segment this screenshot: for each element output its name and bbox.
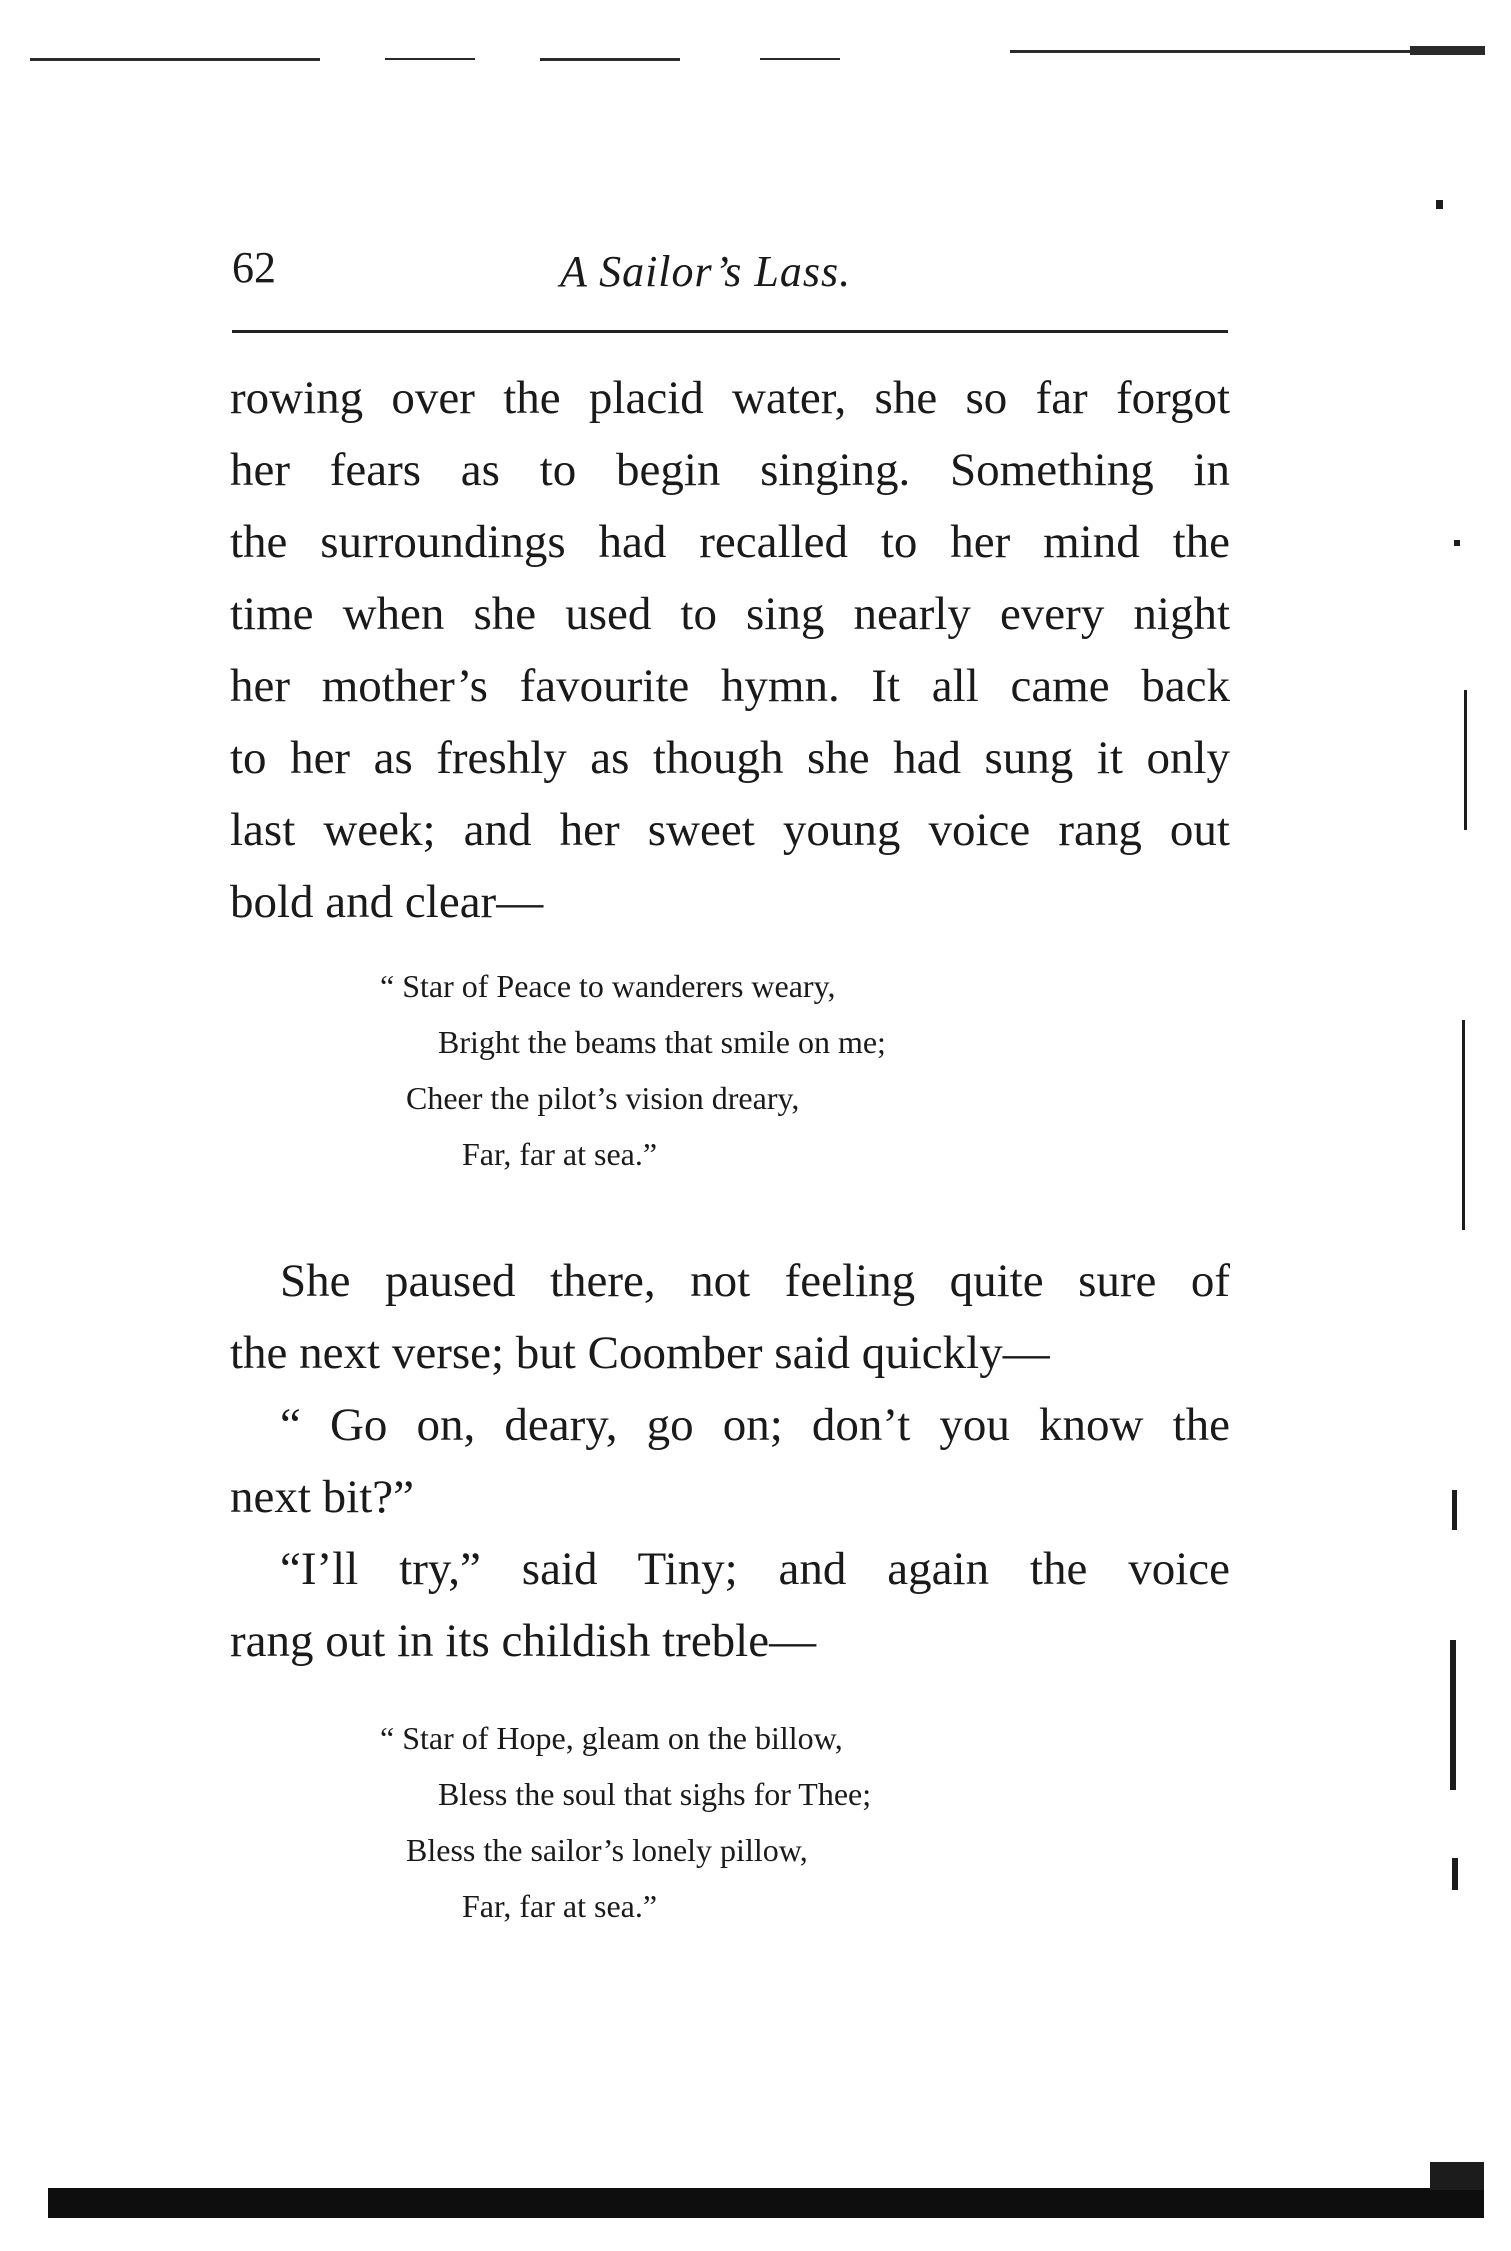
top-scan-rule-tail (1410, 46, 1485, 55)
text-line: next bit?” (230, 1471, 415, 1523)
text-line: last week; and her sweet young voice rang out (230, 804, 1230, 856)
text-line: the next verse; but Coomber said quickly— (230, 1327, 1050, 1379)
top-scan-rule-2 (385, 58, 475, 60)
verse-line: Cheer the pilot’s vision dreary, (406, 1080, 800, 1116)
text-line: time when she used to sing nearly every night (230, 588, 1230, 640)
paragraph-2 (230, 1245, 1230, 1389)
text-line: her fears as to begin singing. Something in (230, 444, 1230, 496)
verse-line: “ Star of Peace to wanderers weary, (380, 968, 836, 1004)
text-line: to her as freshly as though she had sung it only (230, 732, 1230, 784)
verse-line: “ Star of Hope, gleam on the billow, (380, 1720, 843, 1756)
text-line: rang out in its childish treble— (230, 1615, 817, 1667)
verse-2 (380, 1710, 871, 1934)
verse-line: Bright the beams that smile on me; (438, 1024, 886, 1060)
verse-1 (380, 958, 886, 1182)
margin-mark (1462, 1020, 1465, 1230)
text-line: her mother’s favourite hymn. It all came back (230, 660, 1230, 712)
margin-mark (1454, 540, 1460, 546)
paragraph-4 (230, 1533, 1230, 1677)
text-line: the surroundings had recalled to her mind the (230, 516, 1230, 568)
header-rule (232, 330, 1228, 333)
top-scan-rule-4 (760, 58, 840, 60)
text-line: She paused there, not feeling quite sure of (280, 1255, 1230, 1307)
text-line: bold and clear— (230, 876, 544, 928)
verse-line: Bless the soul that sighs for Thee; (438, 1776, 872, 1812)
margin-mark (1450, 1640, 1456, 1790)
text-line: rowing over the placid water, she so far forgot (230, 372, 1230, 424)
margin-mark (1452, 1490, 1457, 1530)
text-line: “ Go on, deary, go on; don’t you know the (280, 1399, 1230, 1451)
top-scan-rule-1 (30, 58, 320, 61)
text-line: “I’ll try,” said Tiny; and again the voice (280, 1543, 1230, 1595)
top-scan-rule-3 (540, 58, 680, 61)
verse-line: Bless the sailor’s lonely pillow, (406, 1832, 808, 1868)
margin-mark (1452, 1858, 1458, 1890)
verse-line: Far, far at sea.” (462, 1136, 658, 1172)
bottom-scan-bar (48, 2188, 1484, 2218)
paragraph-1 (230, 362, 1230, 938)
margin-mark (1464, 690, 1467, 830)
paragraph-3 (230, 1389, 1230, 1533)
page-number: 62 (232, 243, 276, 292)
running-title: A Sailor’s Lass. (560, 247, 852, 296)
top-scan-rule-5 (1010, 50, 1410, 53)
verse-line: Far, far at sea.” (462, 1888, 658, 1924)
margin-mark (1436, 200, 1443, 209)
bottom-bar-tail (1430, 2162, 1484, 2190)
